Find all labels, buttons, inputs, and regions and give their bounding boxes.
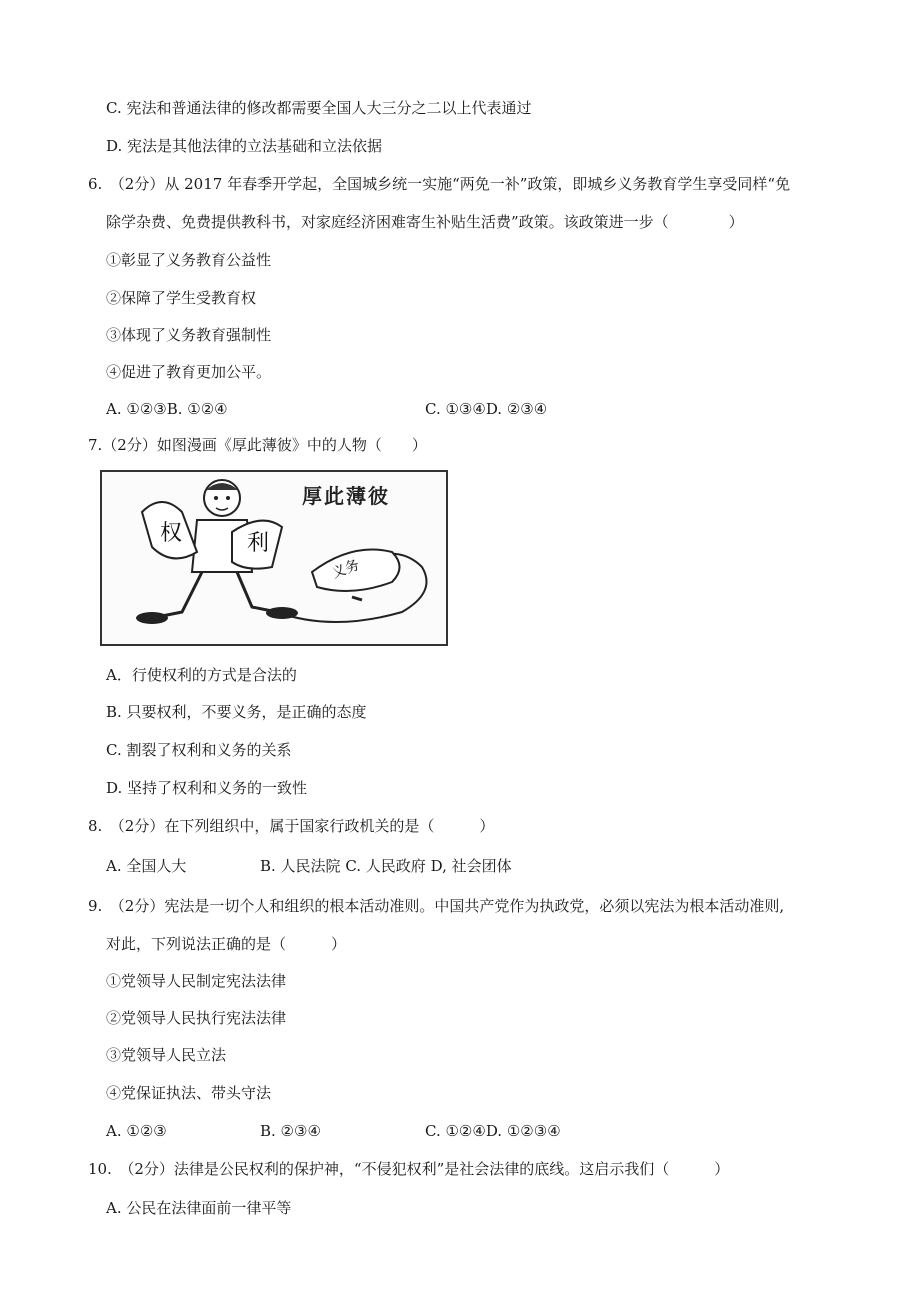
question-7-stem: 7.（2分）如图漫画《厚此薄彼》中的人物（ ）: [88, 436, 427, 454]
question-9-option-b: B. ②③④: [260, 1122, 321, 1140]
question-9-options-cd: C. ①②④D. ①②③④: [425, 1122, 561, 1140]
question-9-item-1: ①党领导人民制定宪法法律: [106, 972, 287, 990]
cartoon-label-quan: 权: [160, 521, 183, 546]
question-6-item-3: ③体现了义务教育强制性: [106, 326, 272, 344]
question-7-option-b: B. 只要权利，不要义务，是正确的态度: [106, 703, 367, 721]
question-6-item-1: ①彰显了义务教育公益性: [106, 251, 272, 269]
question-10-stem: 10. （2分）法律是公民权利的保护神，“不侵犯权利”是社会法律的底线。这启示我们（ ）: [88, 1160, 730, 1178]
question-6-stem-line-1: 6. （2分）从 2017 年春季开学起，全国城乡统一实施“两免一补”政策，即城乡义务教育学生享受同样“免: [88, 175, 791, 193]
question-7-option-a: A．行使权利的方式是合法的: [106, 666, 297, 684]
question-9-item-3: ③党领导人民立法: [106, 1046, 227, 1064]
question-9-stem-line-2: 对此，下列说法正确的是（ ）: [106, 935, 347, 953]
cartoon-image: [100, 470, 448, 646]
cartoon-title: 厚此薄彼: [302, 484, 390, 508]
question-9-stem-line-1: 9. （2分）宪法是一切个人和组织的根本活动准则。中国共产党作为执政党，必须以宪法为根本活动准则,: [88, 897, 785, 915]
cartoon-label-li: 利: [247, 531, 270, 556]
question-9-option-a: A. ①②③: [106, 1122, 167, 1140]
option-5d: D. 宪法是其他法律的立法基础和立法依据: [106, 137, 383, 155]
question-9-item-4: ④党保证执法、带头守法: [106, 1084, 272, 1102]
question-8-options-bcd: B. 人民法院 C. 人民政府 D, 社会团体: [260, 857, 512, 875]
cartoon-label-yiwu: 义务: [329, 557, 362, 582]
question-6-item-2: ②保障了学生受教育权: [106, 289, 257, 307]
question-8-option-a: A. 全国人大: [106, 857, 187, 875]
question-6-item-4: ④促进了教育更加公平。: [106, 363, 272, 381]
question-8-stem: 8. （2分）在下列组织中，属于国家行政机关的是（ ）: [88, 817, 495, 835]
question-10-option-a: A. 公民在法律面前一律平等: [106, 1199, 292, 1217]
question-6-options-ab: A. ①②③B. ①②④: [106, 400, 228, 418]
option-5c: C. 宪法和普通法律的修改都需要全国人大三分之二以上代表通过: [106, 99, 532, 117]
question-7-option-d: D. 坚持了权利和义务的一致性: [106, 779, 308, 797]
cartoon-drawing: [102, 472, 446, 644]
question-6-stem-line-2: 除学杂费、免费提供教科书，对家庭经济困难寄生补贴生活费”政策。该政策进一步（ ）: [106, 213, 744, 231]
question-7-option-c: C. 割裂了权利和义务的关系: [106, 741, 292, 759]
question-9-item-2: ②党领导人民执行宪法法律: [106, 1009, 287, 1027]
question-6-options-cd: C. ①③④D. ②③④: [425, 400, 548, 418]
